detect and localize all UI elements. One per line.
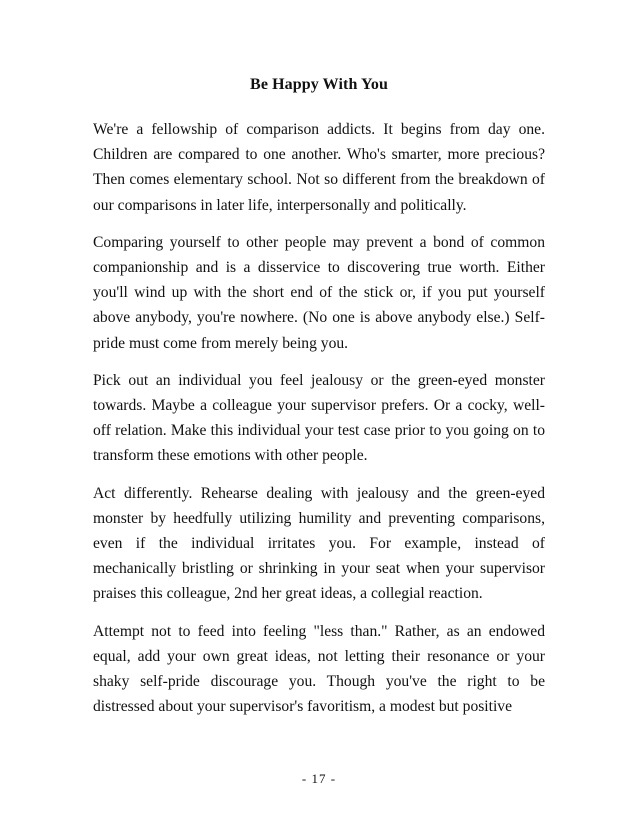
- paragraph: Attempt not to feed into feeling "less than." Rather, as an endowed equal, add your own great ideas, not letting their resonance or your shaky self-pride discourage you. Though you've the right to be distressed about your supervisor's favoritism, a modest but positive: [93, 622, 545, 716]
- body-text: [93, 117, 545, 731]
- page-number: - 17 -: [301, 771, 337, 786]
- paragraph: Comparing yourself to other people may prevent a bond of common companionship and is a disservice to discovering true worth. Either you'll wind up with the short end of the stick or, if you put yourself above anybody, you're nowhere. (No one is above anybody else.) Self-pride must come from merely being you.: [93, 233, 545, 352]
- paragraph: Act differently. Rehearse dealing with jealousy and the green-eyed monster by heedfully utilizing humility and preventing comparisons, even if the individual irritates you. For example, instead of mechanically bristling or shrinking in your seat when your supervisor praises this colleague, 2nd her great ideas, a collegial reaction.: [93, 484, 545, 603]
- page-title: Be Happy With You: [250, 76, 388, 93]
- paragraph: We're a fellowship of comparison addicts. It begins from day one. Children are compared to one another. Who's smarter, more precious? Then comes elementary school. Not so different from the breakdown of our comparisons in later life, interpersonally and politically.: [93, 121, 545, 214]
- paragraph: Pick out an individual you feel jealousy or the green-eyed monster towards. Maybe a colleague your supervisor prefers. Or a cocky, well-off relation. Make this individual your test case prior to you going on to transform these emotions with other people.: [93, 371, 545, 465]
